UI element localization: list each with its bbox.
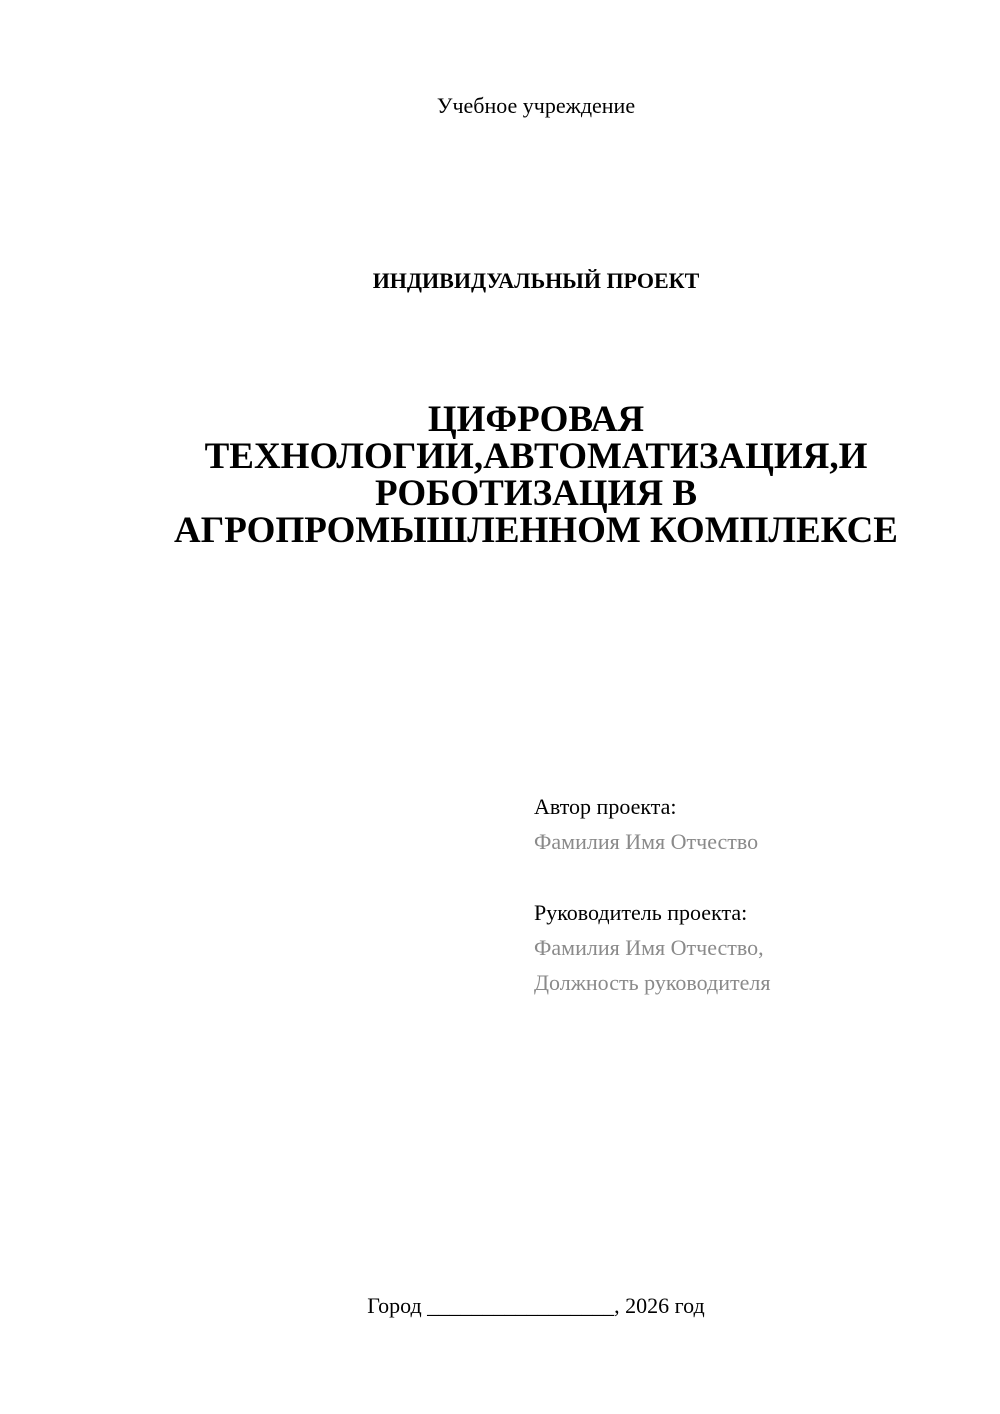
supervisor-label: Руководитель проекта: bbox=[534, 900, 748, 925]
city-year-line: Город _________________, 2026 год bbox=[367, 1293, 705, 1318]
authors-block bbox=[534, 789, 974, 1000]
supervisor-name: Фамилия Имя Отчество, bbox=[534, 935, 764, 960]
title-line: АГРОПРОМЫШЛЕННОМ КОМПЛЕКСЕ bbox=[174, 510, 898, 551]
title-line: ТЕХНОЛОГИИ,АВТОМАТИЗАЦИЯ,И bbox=[204, 436, 868, 477]
project-type-heading: ИНДИВИДУАЛЬНЫЙ ПРОЕКТ bbox=[372, 268, 700, 293]
institution-name: Учебное учреждение bbox=[436, 93, 636, 118]
project-title bbox=[120, 401, 952, 549]
author-name: Фамилия Имя Отчество bbox=[534, 829, 759, 854]
title-line: РОБОТИЗАЦИЯ В bbox=[374, 473, 698, 514]
title-line: ЦИФРОВАЯ bbox=[427, 399, 645, 440]
spacer bbox=[534, 859, 974, 895]
author-label: Автор проекта: bbox=[534, 794, 677, 819]
supervisor-position: Должность руководителя bbox=[534, 970, 771, 995]
